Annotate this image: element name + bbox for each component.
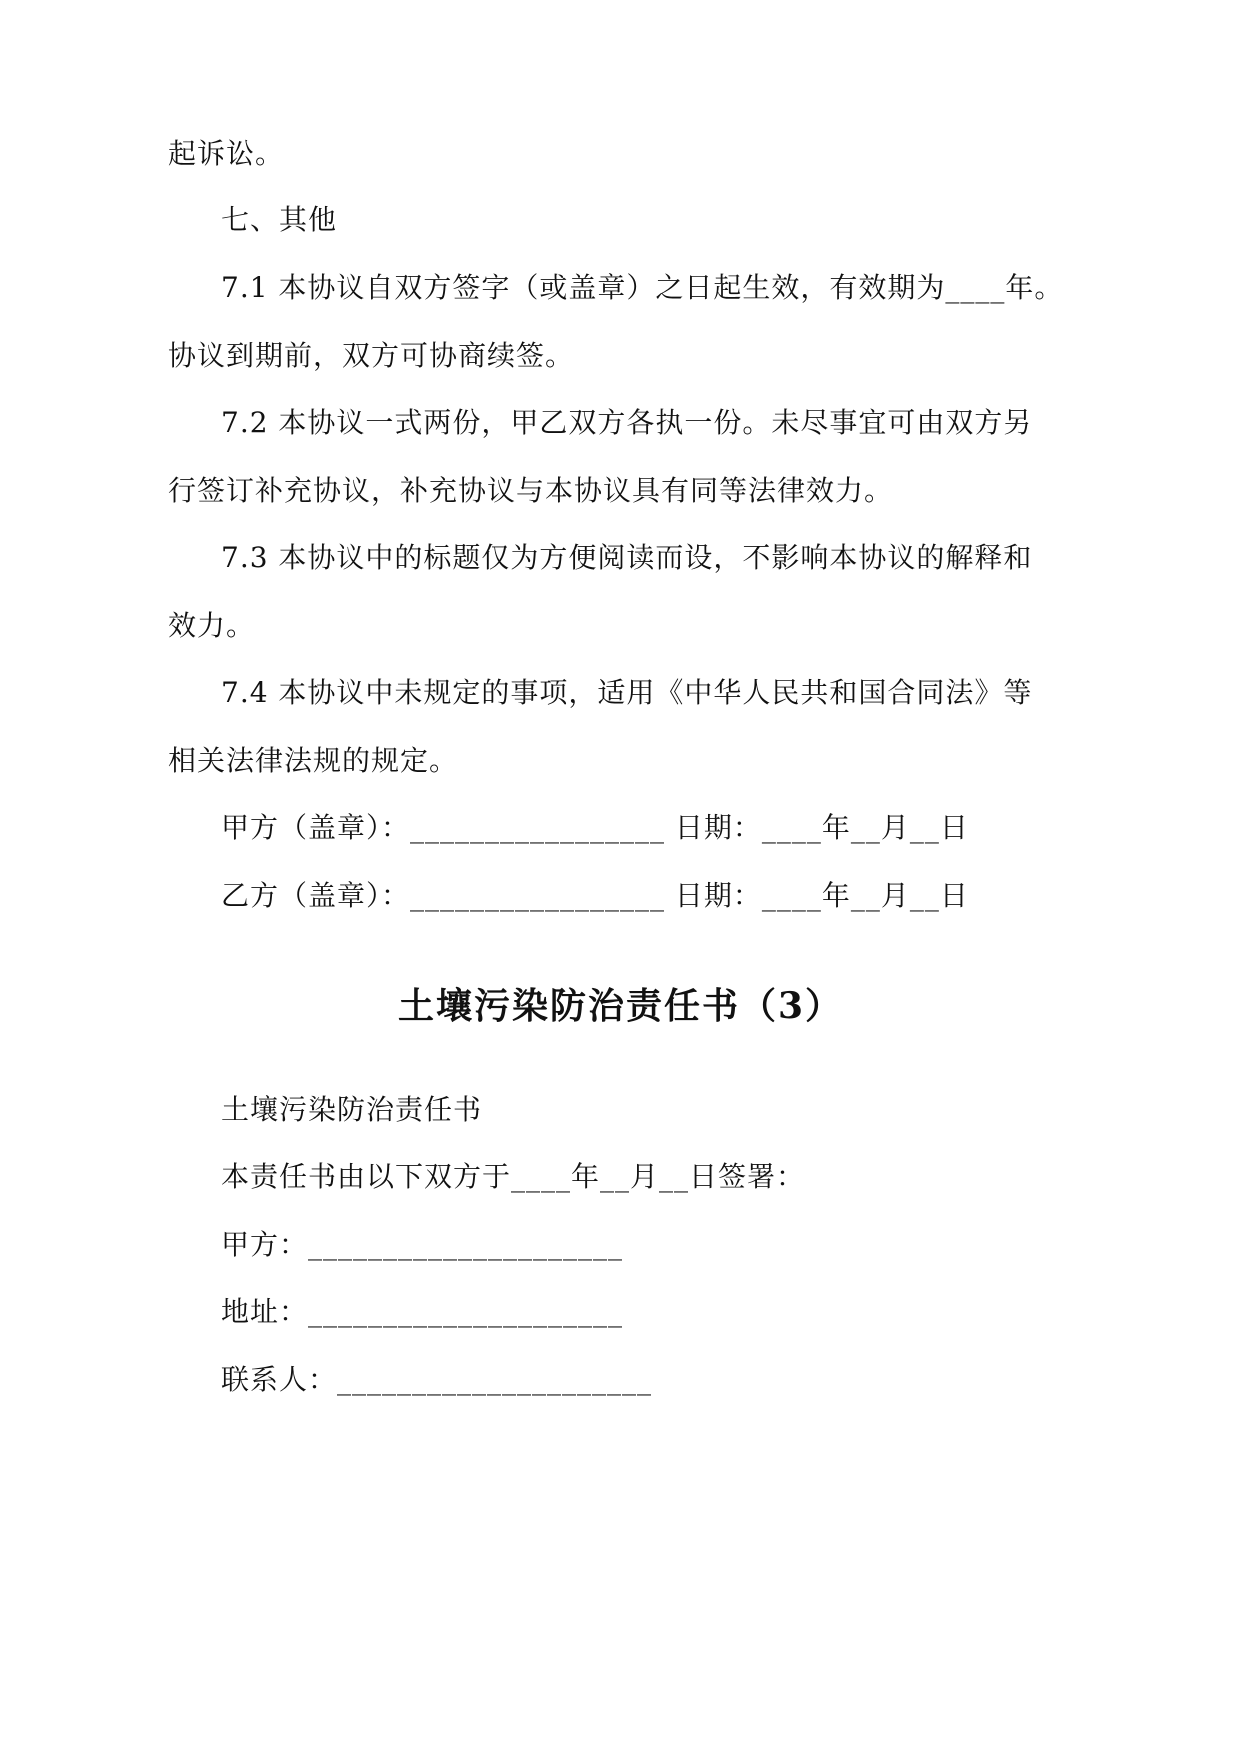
signature-party-b: 乙方（盖章）：_________________ 日期：____年__月__日 <box>221 879 969 912</box>
signing-intro: 本责任书由以下双方于____年__月__日签署： <box>221 1160 806 1193</box>
clause-7-4-line-1: 7.4 本协议中未规定的事项，适用《中华人民共和国合同法》等 <box>221 676 1033 709</box>
clause-7-1-line-2: 协议到期前，双方可协商续签。 <box>168 339 575 372</box>
paragraph-continuation: 起诉讼。 <box>168 137 285 170</box>
section-heading: 七、其他 <box>221 203 338 236</box>
document-title: 土壤污染防治责任书（3） <box>397 985 844 1027</box>
clause-7-2-line-2: 行签订补充协议，补充协议与本协议具有同等法律效力。 <box>168 474 894 507</box>
clause-7-2-line-1: 7.2 本协议一式两份，甲乙双方各执一份。未尽事宜可由双方另 <box>221 406 1033 439</box>
clause-7-4-line-2: 相关法律法规的规定。 <box>168 744 459 777</box>
signature-party-a: 甲方（盖章）：_________________ 日期：____年__月__日 <box>221 811 969 844</box>
field-contact: 联系人：_____________________ <box>221 1363 653 1396</box>
clause-7-1-line-1: 7.1 本协议自双方签字（或盖章）之日起生效，有效期为____年。 <box>221 271 1064 304</box>
field-party-a: 甲方：_____________________ <box>221 1228 624 1261</box>
document-subtitle: 土壤污染防治责任书 <box>221 1093 483 1126</box>
clause-7-3-line-1: 7.3 本协议中的标题仅为方便阅读而设，不影响本协议的解释和 <box>221 541 1033 574</box>
field-address: 地址：_____________________ <box>221 1295 624 1328</box>
clause-7-3-line-2: 效力。 <box>168 609 256 642</box>
